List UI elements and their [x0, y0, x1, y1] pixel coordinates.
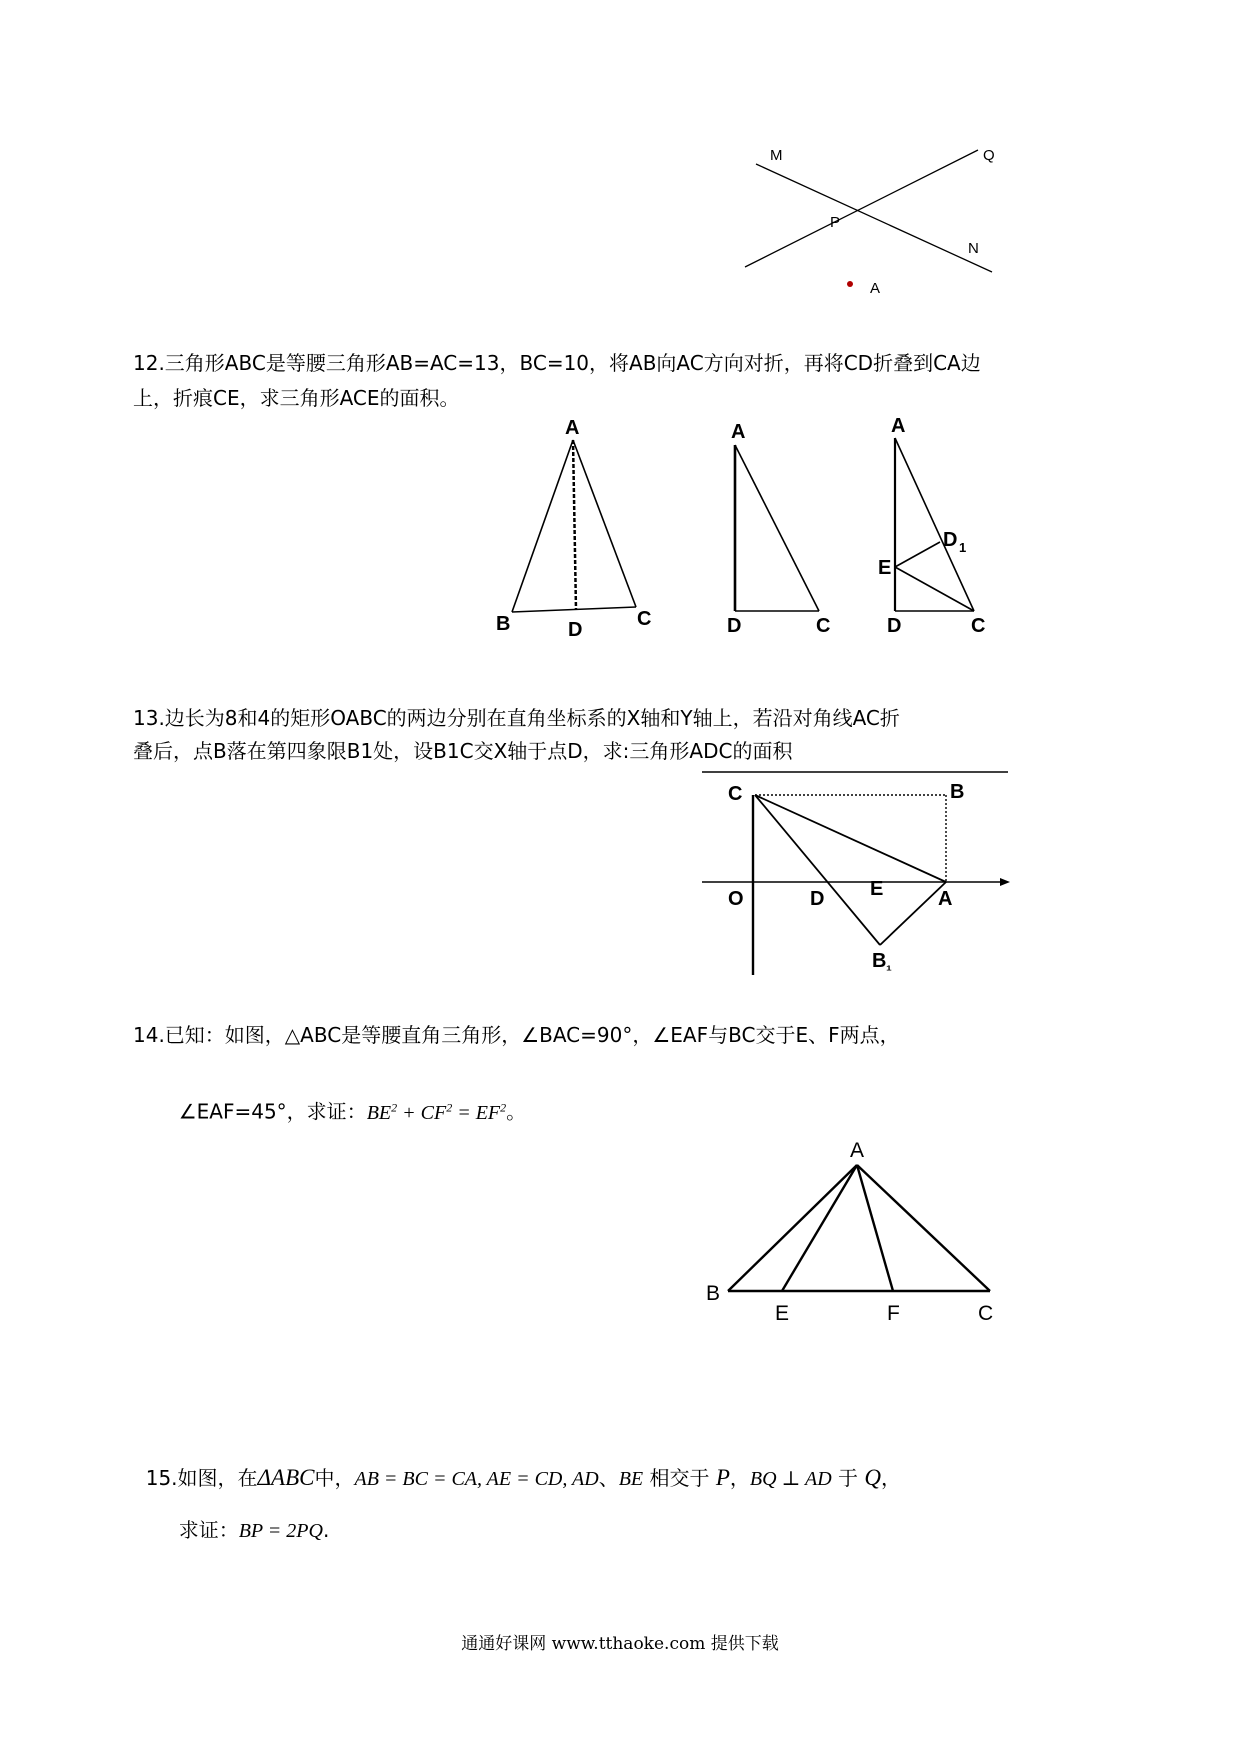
label-n: N — [968, 240, 979, 257]
line-ca — [755, 795, 946, 882]
fig12-label-d3: D — [887, 615, 902, 637]
problem-14-condition: ∠EAF=45°，求证： — [178, 1099, 367, 1124]
fig13-label-o: O — [728, 888, 744, 910]
label-p: P — [830, 214, 841, 231]
fig14-label-c: C — [978, 1302, 994, 1325]
fig12-label-d1-sub: 1 — [959, 540, 967, 555]
figure-13-coordinate-fold — [700, 765, 1020, 980]
fig12-label-b1: B — [496, 613, 511, 635]
line-cb1 — [755, 795, 880, 945]
fig12-label-d1: D — [568, 619, 583, 641]
figure-14-right-isosceles — [700, 1125, 1010, 1340]
problem-13-line-1: 13.边长为8和4的矩形OABC的两边分别在直角坐标系的X轴和Y轴上，若沿对角线AC折 — [133, 706, 900, 730]
label-q: Q — [983, 147, 995, 164]
fig13-label-b: B — [950, 781, 965, 803]
line-ab1 — [880, 882, 946, 945]
segment-af — [857, 1165, 893, 1291]
fig13-label-e: E — [870, 878, 884, 900]
side-ac — [857, 1165, 990, 1291]
fig12-label-c1: C — [637, 608, 652, 630]
problem-13-line-2: 叠后，点B落在第四象限B1处，设B1C交X轴于点D，求:三角形ADC的面积 — [133, 739, 793, 763]
figure-12-isosceles-triangle — [496, 417, 651, 641]
fig12-label-a1: A — [565, 417, 580, 439]
fig12-label-a2: A — [731, 421, 746, 443]
problem-14-formula: $BE^2 + CF^2 = EF^2$ — [366, 1100, 507, 1124]
problem-14-end: 。 — [506, 1099, 527, 1124]
fig13-label-d: D — [810, 888, 825, 910]
problem-15-goal: BP = 2PQ — [238, 1520, 323, 1542]
problem-14-line-1: 14.已知：如图，△ABC是等腰直角三角形，∠BAC=90°，∠EAF与BC交于E、F两点， — [133, 1023, 900, 1047]
point-a-dot — [847, 281, 853, 287]
fig12-label-a3: A — [891, 415, 906, 437]
fig12-label-d1-fold: D — [943, 529, 958, 551]
fig14-label-b: B — [706, 1282, 721, 1305]
fig12-label-e3: E — [878, 557, 892, 579]
fig12-label-c2: C — [816, 615, 831, 637]
problem-15-line-1: 15.如图，在ΔABC中，AB = BC = CA, AE = CD, AD、BE 相交于 P，BQ ⊥ AD 于 Q， — [145, 1465, 902, 1490]
figure-12-folding-triangles — [490, 410, 1010, 650]
fig14-label-f: F — [887, 1302, 900, 1325]
problem-14-line-2 — [166, 1055, 526, 1131]
problem-12-line-1: 12.三角形ABC是等腰三角形AB=AC=13，BC=10，将AB向AC方向对折，再将CD折叠到CA边 — [133, 351, 981, 375]
fig12-label-d2: D — [727, 615, 742, 637]
figure-11-intersecting-lines — [720, 130, 1020, 300]
fig13-label-b1: B — [872, 950, 887, 972]
fig12-label-c3: C — [971, 615, 986, 637]
x-axis-arrow — [1000, 878, 1010, 886]
triangle-abc: ΔABC — [257, 1465, 315, 1490]
page-footer: 通通好课网 www.tthaoke.com 提供下载 — [461, 1634, 779, 1654]
fig14-label-e: E — [775, 1302, 790, 1325]
problem-15-line-2: 求证：BP = 2PQ. — [178, 1518, 330, 1542]
label-m: M — [770, 147, 783, 164]
line-mn — [756, 164, 992, 272]
label-a: A — [870, 280, 881, 297]
fig13-label-b1-sub: ₁ — [886, 957, 892, 973]
figure-12-second-fold-triangle — [878, 415, 985, 637]
fig14-label-a: A — [850, 1139, 865, 1162]
fig13-label-c: C — [728, 783, 743, 805]
problem-12-line-2: 上，折痕CE，求三角形ACE的面积。 — [133, 386, 460, 410]
figure-12-folded-right-triangle — [727, 421, 830, 637]
fig13-label-a: A — [938, 888, 953, 910]
